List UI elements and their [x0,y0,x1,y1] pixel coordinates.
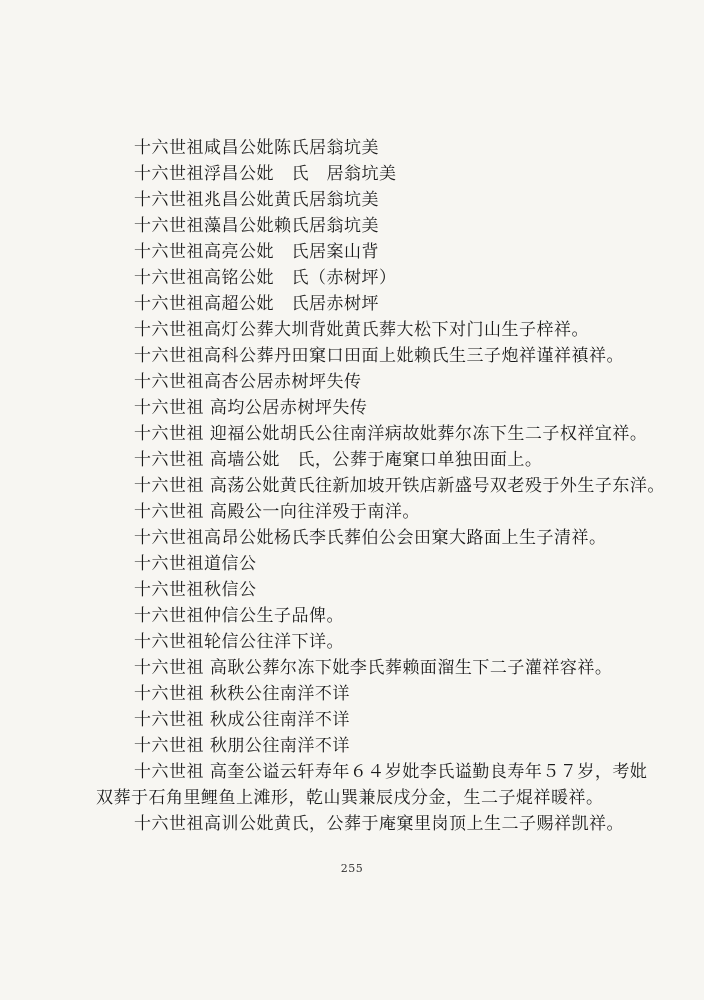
entry-line: 十六世祖 秋朋公往南洋不详 [134,736,350,756]
entry-line: 十六世祖咸昌公妣陈氏居翁坑美 [134,138,379,158]
entry-line: 十六世祖藻昌公妣赖氏居翁坑美 [134,216,379,236]
page-number: 255 [340,862,364,875]
entry-line: 十六世祖高铭公妣 氏（赤树坪） [134,268,397,288]
entry-line: 十六世祖高昂公妣杨氏李氏葬伯公会田窠大路面上生子清祥。 [134,528,607,548]
entry-line: 十六世祖浮昌公妣 氏 居翁坑美 [134,164,397,184]
entry-line: 十六世祖兆昌公妣黄氏居翁坑美 [134,190,379,210]
entry-line: 十六世祖 秋成公往南洋不详 [134,710,350,730]
entry-line: 十六世祖道信公 [134,554,257,574]
entry-line: 十六世祖轮信公往洋下详。 [134,632,344,652]
entry-line: 十六世祖 高荡公妣黄氏往新加坡开铁店新盛号双老殁于外生子东洋。 [134,476,665,496]
entry-line-continuation: 双葬于石角里鲤鱼上滩形，乾山巽兼辰戌分金，生二子焜祥暖祥。 [96,788,604,808]
entry-line: 十六世祖 高奎公谥云轩寿年６４岁妣李氏谥勤良寿年５７岁，考妣 [134,762,648,782]
entry-line: 十六世祖高杏公居赤树坪失传 [134,372,362,392]
entry-line: 十六世祖 迎福公妣胡氏公往南洋病故妣葬尔冻下生二子权祥宜祥。 [134,424,648,444]
entry-line: 十六世祖高训公妣黄氏，公葬于庵窠里岗顶上生二子赐祥凯祥。 [134,814,624,834]
entry-line: 十六世祖高科公葬丹田窠口田面上妣赖氏生三子炮祥谨祥禛祥。 [134,346,624,366]
entry-line: 十六世祖高超公妣 氏居赤树坪 [134,294,379,314]
entry-line: 十六世祖 高耿公葬尔冻下妣李氏葬赖面溜生下二子灌祥容祥。 [134,658,613,678]
entry-line: 十六世祖 高殿公一向往洋殁于南洋。 [134,502,420,522]
entry-line: 十六世祖 高均公居赤树坪失传 [134,398,368,418]
entry-line: 十六世祖高亮公妣 氏居案山背 [134,242,379,262]
entry-line: 十六世祖高灯公葬大圳背妣黄氏葬大松下对门山生子梓祥。 [134,320,589,340]
entry-line: 十六世祖秋信公 [134,580,257,600]
entry-line: 十六世祖仲信公生子品俾。 [134,606,344,626]
entry-line: 十六世祖 秋秩公往南洋不详 [134,684,350,704]
entry-line: 十六世祖 高墙公妣 氏，公葬于庵窠口单独田面上。 [134,450,543,470]
